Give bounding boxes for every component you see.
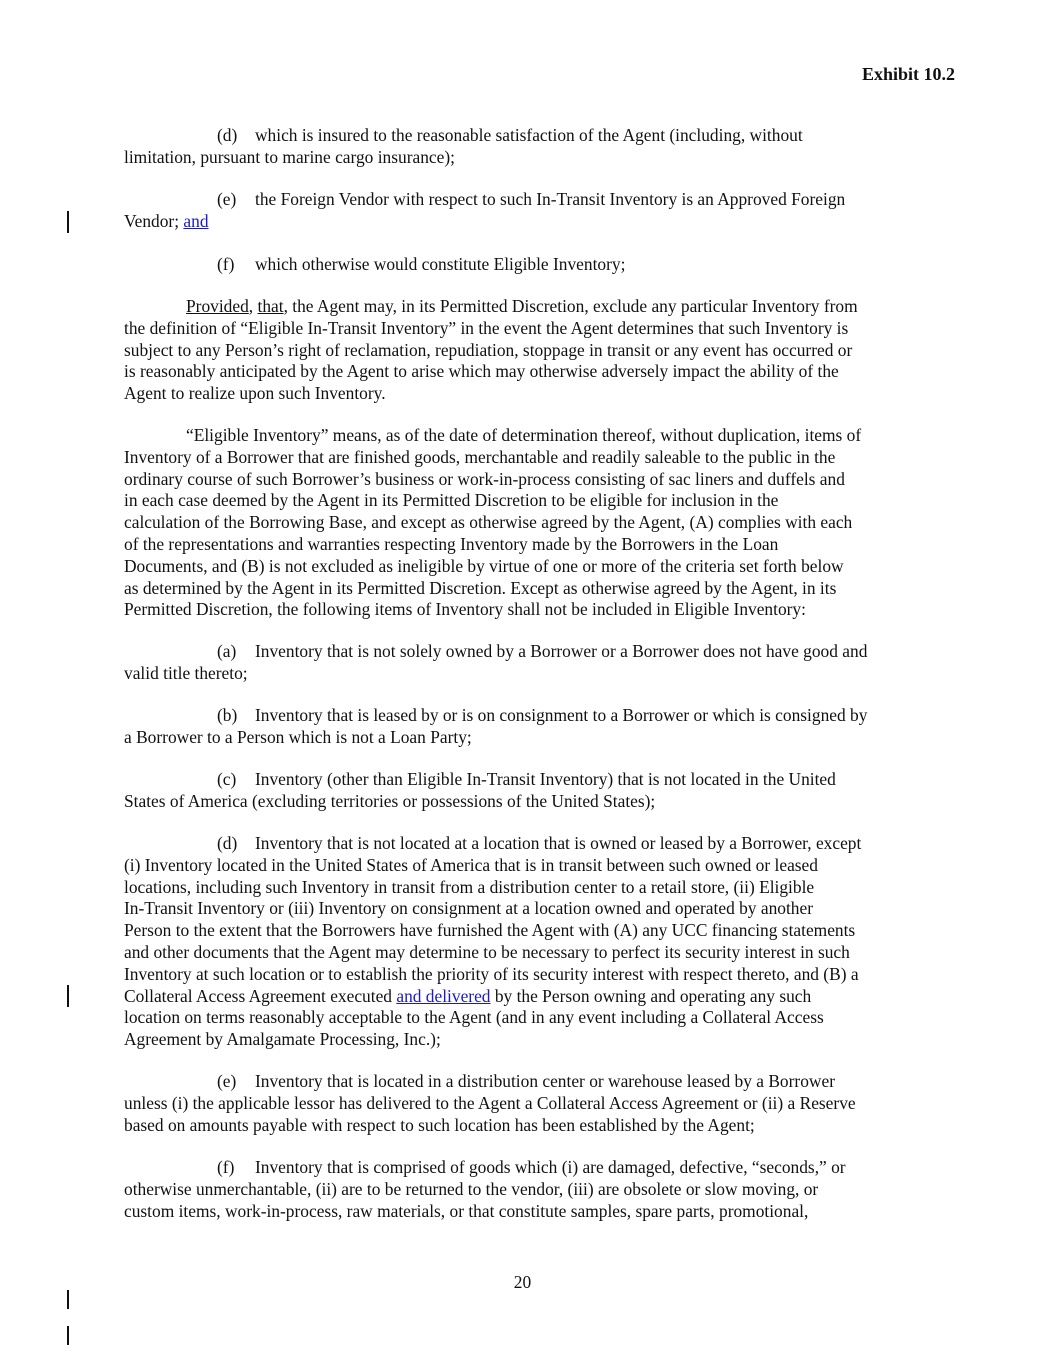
text-line: Inventory that is leased by or is on consignment to a Borrower or which is consigned by <box>255 705 868 725</box>
text-line: Inventory of a Borrower that are finished goods, merchantable and readily saleable to the public in the <box>124 446 836 467</box>
text-line: ordinary course of such Borrower’s business or work-in-process consisting of sac liners and duffels and <box>124 468 845 489</box>
text-line: based on amounts payable with respect to such location has been established by the Agent; <box>124 1114 755 1135</box>
intransit-item-d <box>124 125 934 169</box>
text-line: and other documents that the Agent may determine to be necessary to perfect its security interest in such <box>124 941 850 962</box>
change-bar <box>67 1326 69 1345</box>
text-line: Inventory that is comprised of goods which (i) are damaged, defective, “seconds,” or <box>255 1157 846 1177</box>
text-line: “Eligible Inventory” means, as of the date of determination thereof, without duplication, items of <box>186 425 862 445</box>
eligible-inventory-definition <box>124 425 934 621</box>
item-label: (f) <box>217 254 235 274</box>
exclusion-item-f <box>124 1157 934 1222</box>
item-label: (b) <box>217 705 238 725</box>
item-label: (d) <box>217 833 238 853</box>
text-line: Documents, and (B) is not excluded as ineligible by virtue of one or more of the criteria set forth below <box>124 555 844 576</box>
text-line: otherwise unmerchantable, (ii) are to be returned to the vendor, (iii) are obsolete or slow moving, or <box>124 1178 819 1199</box>
text-line: (i) Inventory located in the United States of America that is in transit between such owned or leased <box>124 854 818 875</box>
text-line: which otherwise would constitute Eligible Inventory; <box>255 254 626 274</box>
text-line: unless (i) the applicable lessor has delivered to the Agent a Collateral Access Agreement or (ii) a Reserve <box>124 1092 856 1113</box>
exhibit-label: Exhibit 10.2 <box>861 64 955 84</box>
text-line: the definition of “Eligible In-Transit Inventory” in the event the Agent determines that such Inventory is <box>124 317 849 338</box>
change-bar <box>67 985 69 1007</box>
page-number: 20 <box>513 1272 532 1292</box>
text-line: of the representations and warranties respecting Inventory made by the Borrowers in the Loan <box>124 533 779 554</box>
intransit-item-e <box>124 189 934 233</box>
text-line: custom items, work-in-process, raw materials, or that constitute samples, spare parts, promotional, <box>124 1200 809 1221</box>
change-bar <box>67 1290 69 1309</box>
exclusion-item-d <box>124 833 934 1051</box>
text-line: States of America (excluding territories or possessions of the United States); <box>124 790 656 811</box>
text-line: subject to any Person’s right of reclamation, repudiation, stoppage in transit or any event has occurred or <box>124 339 853 360</box>
provided-term: Provided <box>186 296 249 316</box>
text-line: Inventory (other than Eligible In-Transit Inventory) that is not located in the United <box>255 769 836 789</box>
inserted-text: and delivered <box>396 985 491 1006</box>
exclusion-item-e <box>124 1071 934 1136</box>
text-line: Permitted Discretion, the following items of Inventory shall not be included in Eligible Inventory: <box>124 599 806 620</box>
text-line: valid title thereto; <box>124 662 248 683</box>
item-label: (e) <box>217 1071 237 1091</box>
exclusion-item-a <box>124 641 934 685</box>
text-line: a Borrower to a Person which is not a Loan Party; <box>124 726 472 747</box>
text-line: Inventory at such location or to establish the priority of its security interest with respect thereto, and (B) a <box>124 963 859 984</box>
text-line: Agent to realize upon such Inventory. <box>124 383 386 404</box>
text-line: which is insured to the reasonable satisfaction of the Agent (including, without <box>255 125 803 145</box>
text-line: Person to the extent that the Borrowers have furnished the Agent with (A) any UCC financing statements <box>124 920 856 941</box>
text-line: Collateral Access Agreement executed <box>124 985 397 1006</box>
text-line: , the Agent may, in its Permitted Discretion, exclude any particular Inventory from <box>283 296 858 316</box>
change-bar <box>67 211 69 233</box>
item-label: (e) <box>217 189 237 209</box>
text-line: Vendor; <box>124 210 184 231</box>
text-line: limitation, pursuant to marine cargo insurance); <box>124 146 455 167</box>
text-line: locations, including such Inventory in transit from a distribution center to a retail store, (ii) Eligible <box>124 876 815 897</box>
text-line: by the Person owning and operating any such <box>490 985 812 1006</box>
text-line: the Foreign Vendor with respect to such In-Transit Inventory is an Approved Foreign <box>255 189 846 209</box>
text-line: Inventory that is not solely owned by a Borrower or a Borrower does not have good and <box>255 641 868 661</box>
text-line: as determined by the Agent in its Permitted Discretion. Except as otherwise agreed by the Agent, in its <box>124 577 837 598</box>
text-line: Agreement by Amalgamate Processing, Inc.); <box>124 1029 441 1050</box>
text-line: location on terms reasonably acceptable to the Agent (and in any event including a Collateral Access <box>124 1007 824 1028</box>
exclusion-item-b <box>124 705 934 749</box>
text-line: In-Transit Inventory or (iii) Inventory on consignment at a location owned and operated by another <box>124 898 814 919</box>
that-term: that <box>257 296 284 316</box>
item-label: (a) <box>217 641 237 661</box>
item-label: (f) <box>217 1157 235 1177</box>
text-line: is reasonably anticipated by the Agent to arise which may otherwise adversely impact the ability of the <box>124 361 839 382</box>
text-line: calculation of the Borrowing Base, and except as otherwise agreed by the Agent, (A) complies with each <box>124 512 853 533</box>
item-label: (d) <box>217 125 238 145</box>
proviso-paragraph: Provided, that, the Agent may, in its Permitted Discretion, exclude any particular Inventory from the definition of “Eligible In-Transit Inventory” in the event the Agent determines that such Inventory is subject to any Person’s right of reclamation, repudiation, stoppage in transit or any event has occurred or is reasonably anticipated by the Agent to arise which may otherwise adversely impact the ability of the Agent to realize upon such Inventory. <box>124 296 934 405</box>
inserted-text: and <box>183 210 209 231</box>
text-line: Inventory that is not located at a location that is owned or leased by a Borrower, except <box>255 833 862 853</box>
text-line: Inventory that is located in a distribution center or warehouse leased by a Borrower <box>255 1071 835 1091</box>
exclusion-item-c <box>124 769 934 813</box>
item-label: (c) <box>217 769 237 789</box>
intransit-item-f <box>124 254 934 276</box>
text-line: in each case deemed by the Agent in its Permitted Discretion to be eligible for inclusion in the <box>124 490 779 511</box>
